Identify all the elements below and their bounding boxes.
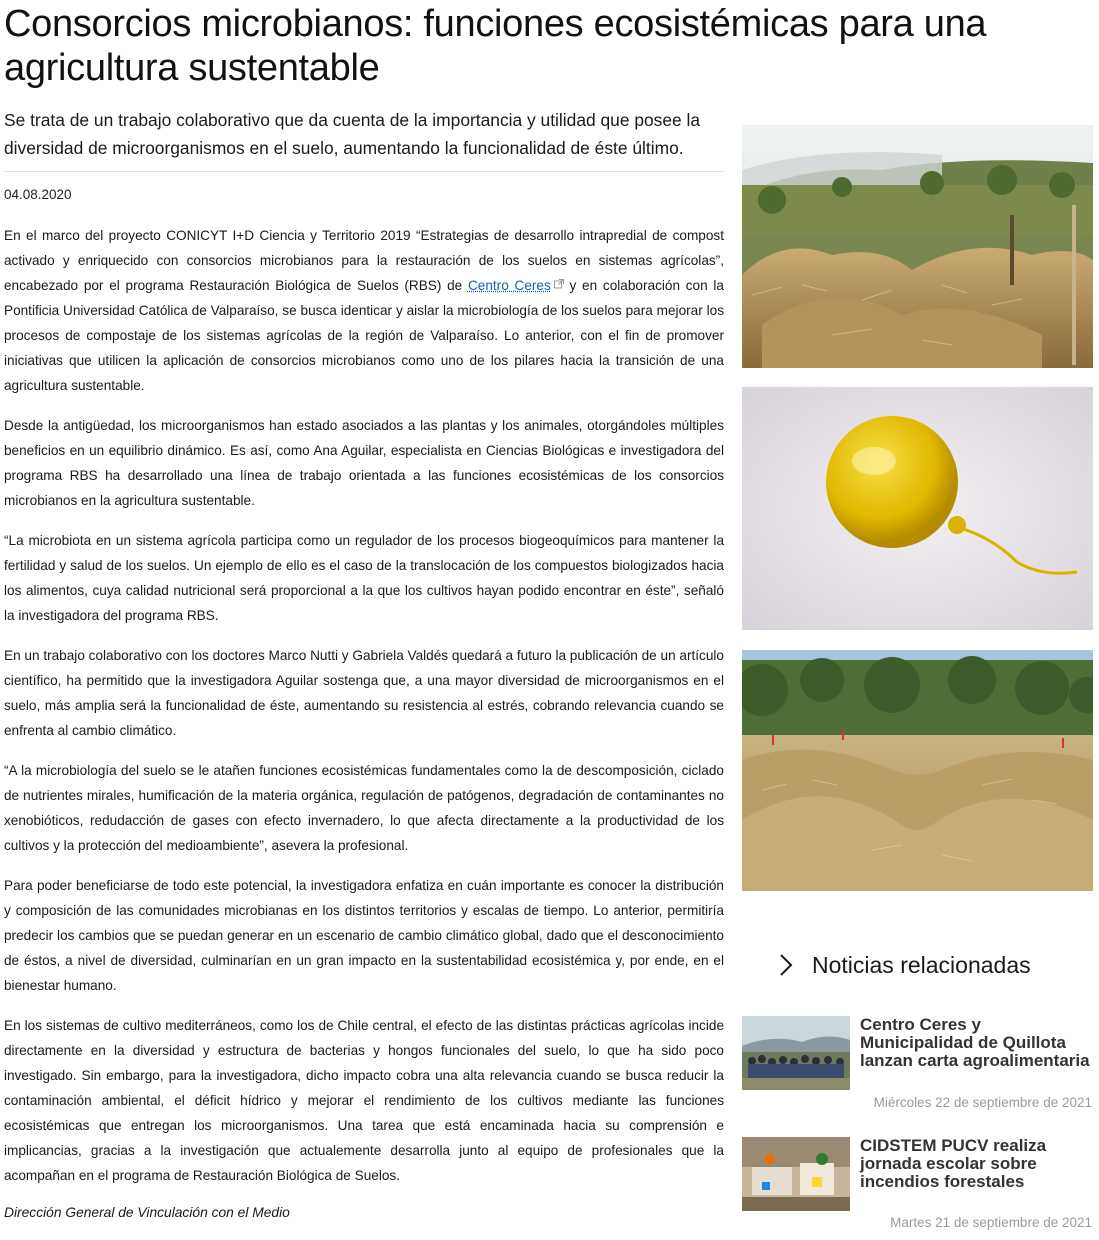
compost-windrows-photo: [742, 650, 1093, 891]
related-news-heading: [776, 948, 1096, 982]
related-news-thumbnail[interactable]: [742, 1016, 850, 1090]
related-news-title: Noticias relacionadas: [812, 951, 1031, 978]
paragraph-2: Desde la antigüedad, los microorganismos han estado asociados a las plantas y los animales, otorgándoles múltiples beneficios en un equilibrio dinámico. Es así, como Ana Aguilar, especialista en Ciencias Biológicas e investigadora del programa RBS ha desarrollado una línea de trabajo orientada a las funciones ecosistémicas de los consorcios microbianos en la agricultura sustentable.: [4, 418, 724, 508]
paragraph-4: En un trabajo colaborativo con los doctores Marco Nutti y Gabriela Valdés quedará a futuro la publicación de un artículo científico, ha permitido que la investigadora Aguilar sostenga que, a una mayor diversidad de microorganismos en el suelo, más amplia será la funcionalidad de éste, aumentando su resistencia al estrés, cobrando relevancia cuando se enfrenta al cambio climático.: [4, 648, 724, 738]
article-body: [4, 223, 724, 1203]
external-link-icon: [554, 279, 564, 289]
paragraph-1: En el marco del proyecto CONICYT I+D Ciencia y Territorio 2019 “Estrategias de desarrollo intrapredial de compost activado y enriquecido con consorcios microbianos para la restauración de los suelos en sistemas agrícolas”, encabezado por el programa Restauración Biológica de Suelos (RBS) de Centro Ceres y en colaboración con la Pontificia Universidad Católica de Valparaíso, se busca identicar y aislar la microbiología de los suelos para mejorar los procesos de compostaje de los sistemas agrícolas de la región de Valparaíso. Lo anterior, con el fin de promover iniciativas que utilicen la aplicación de consorcios microbianos como uno de los pilares hacia la transición de una agricultura sustentable.: [4, 228, 724, 393]
related-news-item-title[interactable]: CIDSTEM PUCV realiza jornada escolar sobre incendios forestales: [860, 1136, 1047, 1191]
related-news-item-title[interactable]: Centro Ceres y Municipalidad de Quillota lanzan carta agroalimentaria: [860, 1015, 1090, 1070]
article-signature: Dirección General de Vinculación con el Medio: [4, 1205, 290, 1220]
related-news-item-date: Miércoles 22 de septiembre de 2021: [873, 1095, 1092, 1110]
paragraph-6: Para poder beneficiarse de todo este potencial, la investigadora enfatiza en cuán importante es conocer la distribución y composición de las comunidades microbianas en los distintos territorios y escalas de tiempo. Lo anterior, permitiría predecir los cambios que se puedan generar en un escenario de cambio climático global, dado que el desconocimiento de éstos, a nivel de diversidad, culminarían en un gran impacto en la sustentabilidad ecosistémica y, por ende, en el bienestar humano.: [4, 878, 724, 993]
chevron-right-icon: [776, 952, 796, 978]
related-news-thumbnail[interactable]: [742, 1137, 850, 1211]
centro-ceres-link[interactable]: Centro Ceres: [468, 278, 564, 293]
article-title: Consorcios microbianos: funciones ecosistémicas para una agricultura sustentable: [4, 3, 987, 89]
article-lead: Se trata de un trabajo colaborativo que da cuenta de la importancia y utilidad que posee la diversidad de microorganismos en el suelo, aumentando la funcionalidad de éste último.: [4, 110, 701, 158]
related-news-item-date: Martes 21 de septiembre de 2021: [890, 1215, 1092, 1230]
article-date: 04.08.2020: [4, 187, 72, 202]
paragraph-3: “La microbiota en un sistema agrícola participa como un regulador de los procesos biogeoquímicos para mantener la fertilidad y salud de los suelos. Un ejemplo de ello es el caso de la translocación de los compuestos biologizados hacia los alimentos, cuya calidad nutricional será proporcional a la que los cultivos hayan podido encontrar en éste”, señaló la investigadora del programa RBS.: [4, 533, 724, 623]
paragraph-7: En los sistemas de cultivo mediterráneos, como los de Chile central, el efecto de las distintas prácticas agrícolas incide directamente en la diversidad y estructura de bacterias y hongos funcionales del suelo, lo que ha sido poco investigado. Sin embargo, para la investigadora, dicho impacto cobra una alta relevancia cuando se busca reducir la contaminación ambiental, el déficit hídrico y mejorar el rendimiento de los cultivos mediante las funciones ecosistémicas que entregan los microorganismos. Una tarea que está encaminada hacia su comprensión e implicancias, gracias a la investigación que actualemente desarrolla junto al equipo de profesionales que la acompañan en el programa de Restauración Biológica de Suelos.: [4, 1018, 724, 1183]
divider: [4, 171, 723, 172]
compost-field-photo: [742, 125, 1093, 368]
paragraph-5: “A la microbiología del suelo se le atañen funciones ecosistémicas fundamentales como la de descomposición, ciclado de nutrientes mirales, humificación de la materia orgánica, regulación de patógenos, degradación de contaminantes no xenobióticos, redudacción de gases con efecto invernadero, lo que afecta directamente a la productividad de los cultivos y la protección del medioambiente”, asevera la profesional.: [4, 763, 724, 853]
microbial-colony-photo: [742, 387, 1093, 630]
